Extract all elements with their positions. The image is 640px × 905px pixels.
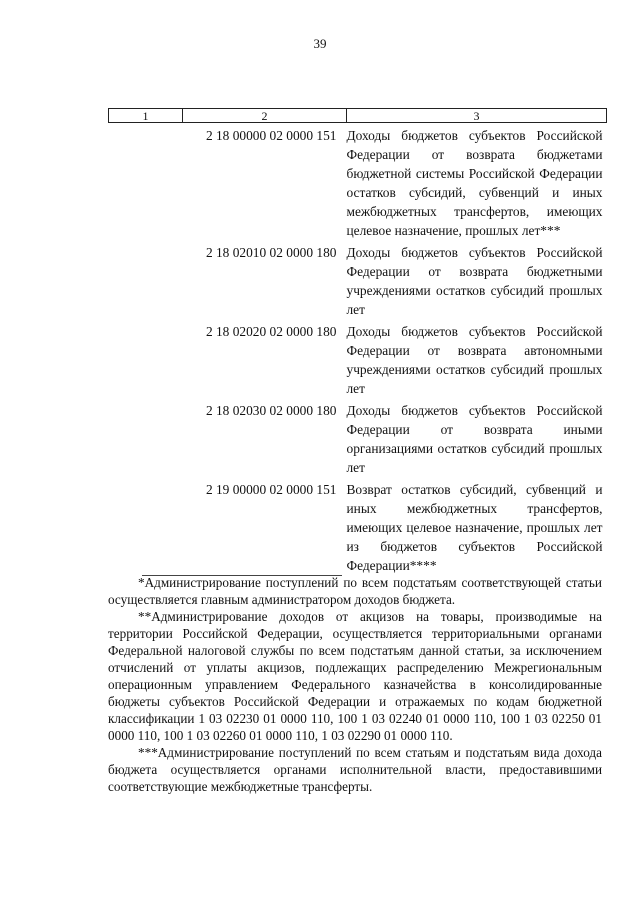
- table-row: [109, 123, 607, 241]
- table-row: [109, 477, 607, 575]
- budget-revenue-table: [108, 108, 607, 575]
- description-cell: Доходы бюджетов субъектов Российской Федерации от возврата бюджетами бюджетной системы Российской Федерации остатков субсидий, субвенций и иных межбюджетных трансфертов, имеющих целевое назначение, прошлых лет***: [346, 128, 603, 238]
- page-number: 39: [313, 36, 327, 51]
- footnote-2: **Администрирование доходов от акцизов на товары, производимые на территории Российской Федерации, осуществляется территориальными органами Федеральной налоговой службы по всем подстатьям данной статьи, за исключением отчислений от уплаты акцизов, подлежащих распределению Межрегиональным операционным управлением Федерального казначейства в консолидированные бюджеты субъектов Российской Федерации и отражаемых по кодам бюджетной классификации 1 03 02230 01 0000 110, 100 1 03 02240 01 0000 110, 100 1 03 02250 01 0000 110, 100 1 03 02260 01 0000 110, 1 03 02290 01 0000 110.: [108, 609, 602, 743]
- footnote-1: *Администрирование поступлений по всем подстатьям соответствующей статьи осуществляется главным администратором доходов бюджета.: [108, 575, 602, 607]
- budget-code-cell: 2 18 02020 02 0000 180: [205, 324, 337, 339]
- description-cell: Возврат остатков субсидий, субвенций и иных межбюджетных трансфертов, имеющих целевое назначение, прошлых лет из бюджетов субъектов Российской Федерации****: [346, 482, 603, 573]
- description-cell: Доходы бюджетов субъектов Российской Федерации от возврата бюджетными учреждениями остатков субсидий прошлых лет: [346, 245, 603, 317]
- row-col1-cell: [109, 477, 183, 575]
- budget-code-cell: 2 18 00000 02 0000 151: [205, 128, 337, 143]
- budget-code-cell: 2 19 00000 02 0000 151: [205, 482, 337, 497]
- header-col-1: 1: [109, 109, 183, 123]
- row-col1-cell: [109, 319, 183, 398]
- table-row: [109, 240, 607, 319]
- footnote-3: ***Администрирование поступлений по всем статьям и подстатьям вида дохода бюджета осуществляется органами исполнительной власти, предоставившими соответствующие межбюджетные трансферты.: [108, 745, 602, 794]
- row-col1-cell: [109, 398, 183, 477]
- table-row: [109, 319, 607, 398]
- row-col1-cell: [109, 240, 183, 319]
- table-header-row: [109, 109, 607, 123]
- description-cell: Доходы бюджетов субъектов Российской Федерации от возврата автономными учреждениями остатков субсидий прошлых лет: [346, 324, 603, 396]
- header-col-2: 2: [183, 109, 347, 123]
- footnotes-block: [108, 574, 602, 795]
- table-row: [109, 398, 607, 477]
- header-col-3: 3: [347, 109, 607, 123]
- row-col1-cell: [109, 123, 183, 241]
- description-cell: Доходы бюджетов субъектов Российской Федерации от возврата иными организациями остатков субсидий прошлых лет: [346, 403, 603, 475]
- budget-code-cell: 2 18 02010 02 0000 180: [205, 245, 337, 260]
- budget-code-cell: 2 18 02030 02 0000 180: [205, 403, 337, 418]
